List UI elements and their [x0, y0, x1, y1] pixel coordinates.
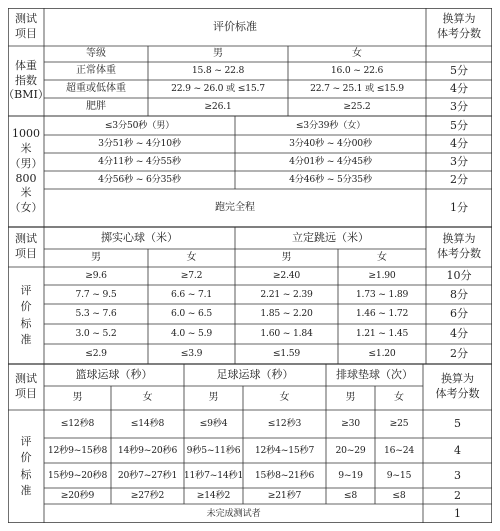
score-value: 2分	[450, 347, 468, 361]
bmi-male-range: ≥26.1	[204, 101, 232, 113]
fitness-score-table	[3, 8, 492, 523]
bmi-female-range: ≥25.2	[343, 101, 371, 113]
jump-female-value: 1.46 ~ 1.72	[355, 308, 409, 320]
bmi-score: 5分	[450, 64, 468, 78]
basketball-female-header: 女	[142, 391, 153, 403]
run-finish-label: 跑完全程	[215, 201, 255, 213]
ball-male-value: 3.0 ~ 5.2	[75, 328, 117, 340]
basketball-female-value: 14秒9~20秒6	[117, 444, 178, 456]
criteria-header: 评价标准	[213, 19, 257, 33]
jump-male-value: 1.60 ~ 1.84	[260, 328, 313, 340]
unfinished-label: 未完成测试者	[206, 507, 261, 519]
basketball-male-value: 12秒9~15秒8	[47, 444, 108, 456]
run-label-line: （男）	[9, 156, 43, 170]
run-score: 2分	[450, 173, 468, 187]
ball-female-value: ≥7.2	[180, 270, 203, 282]
test-item-header: 测试 项目	[15, 12, 37, 40]
volleyball-male-value: ≤8	[343, 490, 358, 502]
volleyball-male-value: ≥30	[341, 418, 360, 430]
long-jump-header: 立定跳远（米）	[292, 230, 369, 244]
score-value: 3	[454, 468, 461, 482]
bmi-male-header: 男	[213, 47, 223, 59]
basketball-male-value: ≥20秒9	[60, 490, 95, 502]
football-female-value: 15秒8~21秒6	[254, 469, 315, 481]
volleyball-female-header: 女	[394, 391, 404, 403]
bmi-grade-header: 等级	[86, 47, 106, 59]
score-header-3: 换算为 体考分数	[435, 372, 480, 400]
unfinished-score: 1	[454, 506, 461, 520]
ball-male-header: 男	[91, 251, 101, 263]
run-label-line: 米	[20, 141, 32, 155]
score-value: 6分	[450, 307, 468, 321]
football-male-value: 9秒5~11秒6	[186, 444, 241, 456]
volleyball-female-value: ≥25	[389, 418, 409, 430]
test-item-header-2: 测试 项目	[15, 232, 37, 260]
volleyball-female-value: 16~24	[383, 444, 415, 456]
bmi-female-header: 女	[352, 47, 362, 59]
football-female-value: 12秒4~15秒7	[254, 444, 315, 456]
volleyball-female-value: 9~15	[386, 469, 412, 481]
jump-male-value: ≤1.59	[272, 348, 301, 360]
basketball-male-value: 15秒9~20秒8	[47, 469, 108, 481]
bmi-male-range: 22.9 ~ 26.0 或 ≤15.7	[171, 83, 265, 95]
bmi-male-range: 15.8 ~ 22.8	[191, 65, 245, 77]
bmi-score: 3分	[450, 100, 468, 114]
test-item-header-3: 测试 项目	[15, 372, 37, 400]
jump-female-value: 1.21 ~ 1.45	[355, 328, 409, 340]
ball-male-value: 5.3 ~ 7.6	[75, 308, 117, 320]
ball-male-value: ≥9.6	[85, 270, 107, 282]
run-score: 3分	[450, 155, 468, 169]
score-value: 10分	[446, 269, 472, 283]
football-header: 足球运球（秒）	[216, 367, 294, 381]
score-header: 换算为 体考分数	[437, 12, 481, 40]
ball-female-value: 6.6 ~ 7.1	[171, 288, 212, 300]
basketball-female-value: ≥27秒2	[130, 490, 165, 502]
football-male-value: ≥14秒2	[196, 490, 231, 502]
ball-female-value: 6.0 ~ 6.5	[171, 308, 212, 320]
run-label-line: 1000	[12, 126, 40, 140]
ball-female-value: ≤3.9	[180, 348, 203, 360]
bmi-label: 体重 指数 （BMI）	[3, 58, 49, 102]
volleyball-female-value: ≤8	[392, 490, 406, 502]
jump-male-value: 1.85 ~ 2.20	[260, 308, 313, 320]
score-value: 2	[454, 489, 461, 503]
score-header-2: 换算为 体考分数	[437, 232, 481, 260]
basketball-male-header: 男	[72, 391, 83, 403]
run-female-time: 3分40秒 ~ 4分00秒	[289, 138, 372, 150]
evaluation-label-3: 评 价 标 准	[20, 434, 32, 497]
run-female-time: 4分46秒 ~ 5分35秒	[289, 174, 372, 186]
score-value: 4分	[450, 327, 468, 341]
run-label-line: （女）	[9, 201, 43, 215]
jump-male-header: 男	[281, 251, 292, 263]
football-female-header: 女	[279, 391, 290, 403]
jump-male-value: 2.21 ~ 2.39	[260, 288, 313, 300]
basketball-header: 篮球运球（秒）	[75, 367, 153, 381]
run-female-time: 4分01秒 ~ 4分45秒	[289, 156, 372, 168]
score-value: 5	[454, 417, 461, 431]
evaluation-label-2: 评 价 标 准	[20, 283, 32, 346]
jump-female-value: ≤1.20	[368, 348, 396, 360]
jump-male-value: ≥2.40	[272, 270, 301, 282]
football-male-value: ≤9秒4	[199, 418, 228, 430]
run-score: 5分	[450, 118, 468, 132]
football-male-value: 11秒7~14秒1	[183, 469, 244, 481]
bmi-grade: 超重或低体重	[66, 82, 126, 94]
run-score: 4分	[450, 137, 468, 151]
run-female-time: ≤3分39秒（女）	[295, 119, 366, 131]
ball-throw-header: 掷实心球（米）	[101, 230, 178, 244]
run-male-time: ≤3分50秒（男）	[104, 119, 175, 131]
basketball-female-value: ≤14秒8	[130, 418, 165, 430]
bmi-grade: 正常体重	[76, 64, 116, 76]
score-value: 8分	[450, 287, 468, 301]
bmi-score: 4分	[450, 82, 468, 96]
basketball-male-value: ≤12秒8	[60, 418, 95, 430]
volleyball-male-value: 9~19	[338, 469, 363, 481]
jump-female-header: 女	[377, 251, 387, 263]
football-female-value: ≤12秒3	[267, 418, 302, 430]
jump-female-value: 1.73 ~ 1.89	[355, 288, 409, 300]
ball-male-value: 7.7 ~ 9.5	[75, 288, 117, 300]
basketball-female-value: 20秒7~27秒1	[117, 469, 178, 481]
ball-female-value: 4.0 ~ 5.9	[171, 328, 212, 340]
ball-male-value: ≤2.9	[85, 348, 107, 360]
football-female-value: ≥21秒7	[267, 490, 302, 502]
football-male-header: 男	[208, 391, 219, 403]
run-label-line: 800	[15, 171, 37, 185]
bmi-grade: 肥胖	[86, 100, 106, 112]
run-label-line: 米	[20, 186, 32, 200]
jump-female-value: ≥1.90	[368, 270, 396, 282]
score-value: 4	[454, 443, 461, 457]
run-finish-score: 1分	[450, 201, 468, 215]
volleyball-male-value: 20~29	[335, 444, 366, 456]
run-test-label	[8, 116, 44, 227]
volleyball-male-header: 男	[345, 391, 356, 403]
bmi-female-range: 22.7 ~ 25.1 或 ≤15.9	[310, 83, 404, 95]
ball-female-header: 女	[186, 251, 197, 263]
run-male-time: 3分51秒 ~ 4分10秒	[98, 138, 181, 150]
run-male-time: 4分56秒 ~ 6分35秒	[98, 174, 181, 186]
bmi-female-range: 16.0 ~ 22.6	[330, 65, 384, 77]
run-male-time: 4分11秒 ~ 4分55秒	[98, 156, 181, 168]
volleyball-header: 排球垫球（次）	[336, 367, 413, 381]
